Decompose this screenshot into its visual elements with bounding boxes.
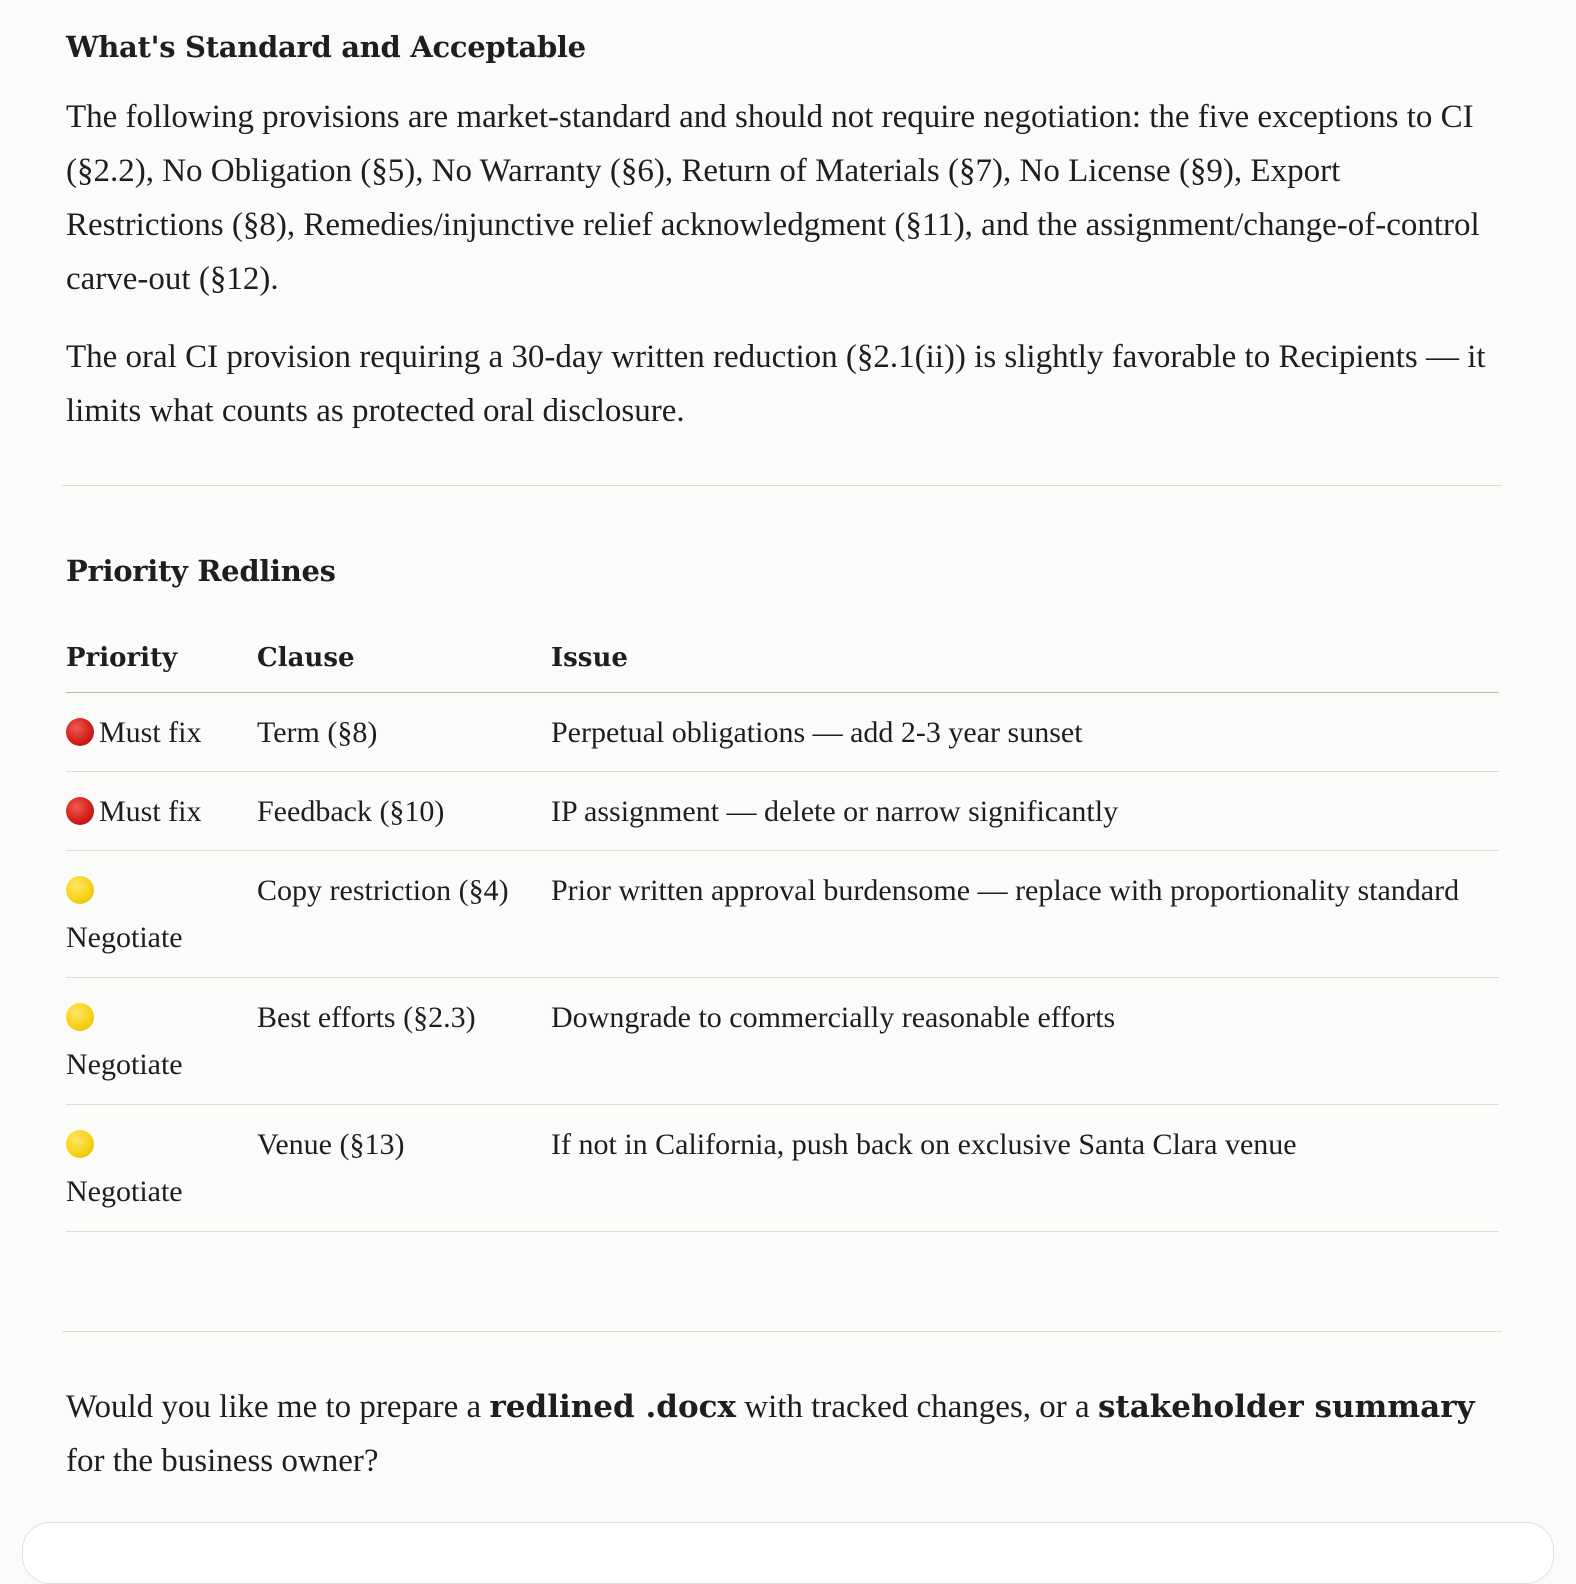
issue-cell: Downgrade to commercially reasonable efforts	[551, 978, 1499, 1105]
clause-cell: Best efforts (§2.3)	[257, 978, 551, 1105]
clause-cell: Venue (§13)	[257, 1105, 551, 1232]
yellow-circle-icon	[66, 1003, 94, 1031]
yellow-circle-icon	[66, 876, 94, 904]
section-divider	[62, 485, 1502, 486]
issue-cell: If not in California, push back on exclusive Santa Clara venue	[551, 1105, 1499, 1232]
clause-cell: Copy restriction (§4)	[257, 851, 551, 978]
issue-cell: Perpetual obligations — add 2-3 year sunset	[551, 693, 1499, 772]
priority-label: Negotiate	[66, 1175, 183, 1208]
table-row	[66, 851, 1499, 978]
yellow-circle-icon	[66, 1130, 94, 1158]
issue-cell: Prior written approval burdensome — replace with proportionality standard	[551, 851, 1499, 978]
priority-cell	[66, 978, 257, 1105]
closing-text: Would you like me to prepare a	[66, 1389, 490, 1425]
red-circle-icon	[66, 718, 94, 746]
oral-ci-paragraph: The oral CI provision requiring a 30-day written reduction (§2.1(ii)) is slightly favorable to Recipients — it limits what counts as protected oral disclosure.	[66, 339, 1486, 429]
priority-cell	[66, 1105, 257, 1232]
option-stakeholder-summary: stakeholder summary	[1097, 1389, 1475, 1425]
closing-question	[66, 1380, 1486, 1488]
priority-label: Negotiate	[66, 921, 183, 954]
table-row	[66, 693, 1499, 772]
clause-cell: Term (§8)	[257, 693, 551, 772]
column-header-priority: Priority	[66, 624, 257, 693]
option-redlined-docx: redlined .docx	[489, 1389, 736, 1425]
section-heading-standard: What's Standard and Acceptable	[66, 30, 586, 64]
standard-paragraph: The following provisions are market-standard and should not require negotiation: the five exceptions to CI (§2.2), No Obligation (§5), No Warranty (§6), Return of Materials (§7), No License (§9), Export Restrictions (§8), Remedies/injunctive relief acknowledgment (§11), and the assignment/change-of-control carve-out (§12).	[66, 99, 1480, 297]
priority-label: Must fix	[99, 795, 202, 828]
priority-label: Must fix	[99, 716, 202, 749]
red-circle-icon	[66, 797, 94, 825]
table-row	[66, 978, 1499, 1105]
column-header-issue: Issue	[551, 624, 1499, 693]
column-header-clause: Clause	[257, 624, 551, 693]
table-header-row	[66, 624, 1499, 693]
closing-text: for the business owner?	[66, 1443, 379, 1479]
issue-cell: IP assignment — delete or narrow significantly	[551, 772, 1499, 851]
section-divider	[62, 1331, 1502, 1332]
closing-text: with tracked changes, or a	[736, 1389, 1098, 1425]
priority-cell	[66, 772, 257, 851]
table-row	[66, 772, 1499, 851]
message-input-box[interactable]	[22, 1522, 1554, 1584]
priority-label: Negotiate	[66, 1048, 183, 1081]
priority-cell	[66, 851, 257, 978]
clause-cell: Feedback (§10)	[257, 772, 551, 851]
priority-cell	[66, 693, 257, 772]
priority-redlines-table	[66, 624, 1499, 1232]
section-heading-priority: Priority Redlines	[66, 554, 336, 588]
table-row	[66, 1105, 1499, 1232]
